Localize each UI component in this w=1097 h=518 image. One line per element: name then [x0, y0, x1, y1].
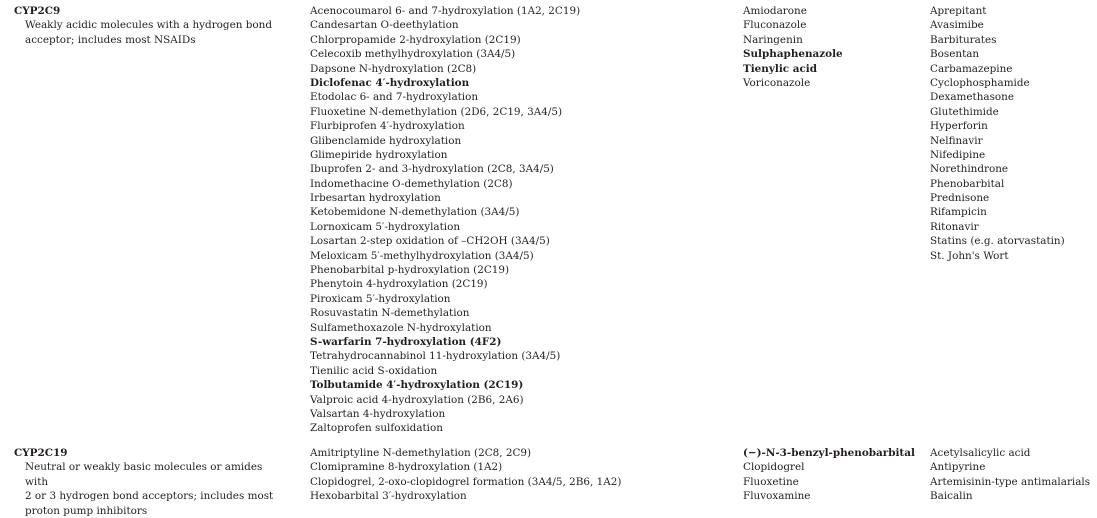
- list-item: Piroxicam 5′-hydroxylation: [310, 292, 451, 305]
- inhibitors-list: [743, 4, 923, 90]
- list-item: Sulfamethoxazole N-hydroxylation: [310, 321, 492, 334]
- list-item: Antipyrine: [930, 461, 986, 474]
- list-item: Diclofenac 4′-hydroxylation: [310, 76, 470, 89]
- list-item: Carbamazepine: [930, 62, 1013, 75]
- list-item: Artemisinin-type antimalarials: [930, 475, 1091, 488]
- list-item: Bosentan: [930, 48, 980, 61]
- list-item: Flurbiprofen 4′-hydroxylation: [310, 120, 465, 133]
- list-item: Aprepitant: [930, 5, 987, 17]
- list-item: Amiodarone: [743, 5, 807, 17]
- substrates-list: [310, 4, 730, 436]
- list-item: Dexamethasone: [930, 91, 1015, 104]
- list-item: Valproic acid 4-hydroxylation (2B6, 2A6): [310, 393, 524, 406]
- list-item: Hexobarbital 3′-hydroxylation: [310, 490, 467, 503]
- list-item: Amitriptyline N-demethylation (2C8, 2C9): [310, 447, 532, 459]
- list-item: Clopidogrel: [743, 461, 805, 474]
- list-item: Phenobarbital p-hydroxylation (2C19): [310, 264, 510, 277]
- list-item: Fluoxetine N-demethylation (2D6, 2C19, 3A4/5): [310, 105, 563, 118]
- list-item: Lornoxicam 5′-hydroxylation: [310, 220, 461, 233]
- list-item: Meloxicam 5′-methylhydroxylation (3A4/5): [310, 249, 534, 262]
- list-item: Hyperforin: [930, 120, 988, 133]
- list-item: Irbesartan hydroxylation: [310, 192, 441, 205]
- enzyme-cell: [14, 4, 284, 47]
- list-item: Nifedipine: [930, 148, 986, 161]
- list-item: Naringenin: [743, 33, 803, 46]
- list-item: Losartan 2-step oxidation of –CH2OH (3A4/5): [310, 235, 550, 248]
- list-item: Cyclophosphamide: [930, 76, 1030, 89]
- list-item: Statins (e.g. atorvastatin): [930, 235, 1065, 248]
- substrates-list: [310, 446, 730, 504]
- list-item: Glimepiride hydroxylation: [310, 148, 448, 161]
- list-item: Glutethimide: [930, 105, 999, 118]
- inducers-list: [930, 446, 1097, 504]
- list-item: Chlorpropamide 2-hydroxylation (2C19): [310, 33, 521, 46]
- list-item: Clopidogrel, 2-oxo-clopidogrel formation (3A4/5, 2B6, 1A2): [310, 475, 622, 488]
- list-item: Tienilic acid S-oxidation: [310, 364, 438, 377]
- list-item: Candesartan O-deethylation: [310, 19, 459, 32]
- list-item: Ritonavir: [930, 220, 979, 233]
- inhibitors-list: [743, 446, 923, 504]
- list-item: Clomipramine 8-hydroxylation (1A2): [310, 461, 503, 474]
- list-item: S-warfarin 7-hydroxylation (4F2): [310, 335, 502, 348]
- list-item: Sulphaphenazole: [743, 48, 843, 61]
- list-item: Ketobemidone N-demethylation (3A4/5): [310, 206, 520, 219]
- list-item: Nelfinavir: [930, 134, 983, 147]
- list-item: Dapsone N-hydroxylation (2C8): [310, 62, 477, 75]
- list-item: Rifampicin: [930, 206, 987, 219]
- list-item: Barbiturates: [930, 33, 997, 46]
- list-item: Tetrahydrocannabinol 11-hydroxylation (3A4/5): [310, 350, 561, 363]
- enzyme-name: CYP2C19: [14, 447, 68, 459]
- list-item: Zaltoprofen sulfoxidation: [310, 422, 443, 435]
- list-item: Etodolac 6- and 7-hydroxylation: [310, 91, 479, 104]
- list-item: Indomethacine O-demethylation (2C8): [310, 177, 513, 190]
- list-item: Phenytoin 4-hydroxylation (2C19): [310, 278, 488, 291]
- list-item: Fluoxetine: [743, 475, 799, 488]
- list-item: Fluconazole: [743, 19, 807, 32]
- list-item: Acetylsalicylic acid: [930, 447, 1031, 459]
- list-item: Baicalin: [930, 490, 973, 503]
- list-item: Valsartan 4-hydroxylation: [310, 407, 446, 420]
- list-item: Phenobarbital: [930, 177, 1005, 190]
- list-item: Ibuprofen 2- and 3-hydroxylation (2C8, 3A4/5): [310, 163, 554, 176]
- list-item: Tienylic acid: [743, 62, 817, 75]
- list-item: Acenocoumarol 6- and 7-hydroxylation (1A2, 2C19): [310, 5, 581, 17]
- enzyme-description: Weakly acidic molecules with a hydrogen bond acceptor; includes most NSAIDs: [25, 19, 272, 46]
- inducers-list: [930, 4, 1097, 263]
- list-item: Rosuvastatin N-demethylation: [310, 307, 470, 320]
- enzyme-name: CYP2C9: [14, 5, 61, 17]
- list-item: (−)-N-3-benzyl-phenobarbital: [743, 447, 915, 459]
- list-item: Voriconazole: [743, 76, 811, 89]
- list-item: Avasimibe: [930, 19, 984, 32]
- enzyme-description: Neutral or weakly basic molecules or amides with 2 or 3 hydrogen bond acceptors; includes most proton pump inhibitors: [25, 461, 274, 517]
- list-item: Celecoxib methylhydroxylation (3A4/5): [310, 48, 516, 61]
- list-item: St. John's Wort: [930, 249, 1009, 262]
- list-item: Fluvoxamine: [743, 490, 811, 503]
- list-item: Tolbutamide 4′-hydroxylation (2C19): [310, 379, 524, 392]
- list-item: Glibenclamide hydroxylation: [310, 134, 462, 147]
- enzyme-cell: [14, 446, 284, 518]
- list-item: Prednisone: [930, 192, 990, 205]
- list-item: Norethindrone: [930, 163, 1009, 176]
